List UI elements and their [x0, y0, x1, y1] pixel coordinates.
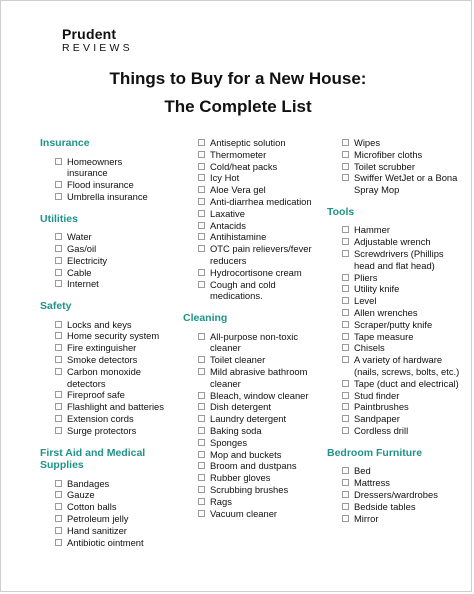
checklist-item	[183, 425, 323, 437]
item-label: Toilet cleaner	[210, 354, 266, 366]
checklist-item	[327, 248, 467, 272]
checkbox-icon[interactable]	[55, 257, 62, 264]
item-label: Fire extinguisher	[67, 342, 137, 354]
item-label: Bed	[354, 465, 371, 477]
checklist	[183, 137, 323, 302]
item-label: Extension cords	[67, 413, 134, 425]
brand-logo	[62, 27, 133, 54]
checklist-item	[327, 477, 467, 489]
checklist-item	[40, 513, 165, 525]
checkbox-icon[interactable]	[55, 491, 62, 498]
item-label: Carbon monoxide detectors	[67, 365, 142, 389]
checklist-item	[183, 243, 323, 267]
checklist	[40, 156, 165, 203]
checklist-item	[183, 449, 323, 461]
item-label: Antacids	[210, 219, 246, 231]
item-label: Bedside tables	[354, 500, 416, 512]
checkbox-icon[interactable]	[198, 415, 205, 422]
checkbox-icon[interactable]	[342, 285, 349, 292]
item-label: Level	[354, 295, 377, 307]
brand-name: Prudent	[62, 26, 117, 42]
checkbox-icon[interactable]	[55, 391, 62, 398]
section-gap	[327, 437, 467, 447]
checkbox-icon[interactable]	[342, 274, 349, 281]
checkbox-icon[interactable]	[55, 515, 62, 522]
checklist-item	[327, 149, 467, 161]
item-label: Rags	[210, 495, 232, 507]
checkbox-icon[interactable]	[55, 356, 62, 363]
checklist-item	[183, 331, 323, 355]
checkbox-icon[interactable]	[55, 245, 62, 252]
section-heading: Cleaning	[183, 312, 228, 325]
checklist-item	[40, 354, 165, 366]
checklist	[40, 319, 165, 437]
item-label: Gauze	[67, 489, 95, 501]
section-heading: First Aid and Medical Supplies	[40, 446, 146, 472]
checklist-item	[183, 413, 323, 425]
checkbox-icon[interactable]	[342, 415, 349, 422]
checkbox-icon[interactable]	[342, 238, 349, 245]
checklist-item	[327, 354, 467, 378]
checklist-item	[40, 537, 165, 549]
item-label: Cable	[67, 266, 92, 278]
checklist-item	[40, 191, 165, 203]
checkbox-icon[interactable]	[342, 392, 349, 399]
checkbox-icon[interactable]	[198, 403, 205, 410]
checkbox-icon[interactable]	[342, 309, 349, 316]
checklist-item	[327, 319, 467, 331]
checkbox-icon[interactable]	[198, 333, 205, 340]
item-label: Vacuum cleaner	[210, 507, 278, 519]
item-label: Flood insurance	[67, 179, 134, 191]
item-label: Microfiber cloths	[354, 148, 423, 160]
item-label: Mattress	[354, 477, 390, 489]
item-label: Hand sanitizer	[67, 524, 127, 536]
item-label: Flashlight and batteries	[67, 401, 164, 413]
checklist-item	[327, 513, 467, 525]
item-label: Internet	[67, 278, 99, 290]
item-label: Wipes	[354, 137, 381, 148]
section-gap	[40, 437, 165, 447]
checkbox-icon[interactable]	[342, 403, 349, 410]
checklist-item	[183, 149, 323, 161]
checkbox-icon[interactable]	[55, 368, 62, 375]
checklist-item	[40, 255, 165, 267]
item-label: Mop and buckets	[210, 448, 282, 460]
checklist-item	[40, 525, 165, 537]
checklist-item	[327, 224, 467, 236]
item-label: Antiseptic solution	[210, 137, 286, 148]
item-label: Utility knife	[354, 283, 400, 295]
checkbox-icon[interactable]	[198, 233, 205, 240]
item-label: Icy Hot	[210, 172, 240, 184]
item-label: Baking soda	[210, 425, 262, 437]
item-label: Gas/oil	[67, 242, 97, 254]
checklist-item	[327, 465, 467, 477]
checkbox-icon[interactable]	[198, 392, 205, 399]
item-label: Chisels	[354, 342, 385, 354]
item-label: Mild abrasive bathroom cleaner	[210, 366, 308, 389]
checklist-item	[327, 236, 467, 248]
checkbox-icon[interactable]	[55, 403, 62, 410]
checkbox-icon[interactable]	[342, 491, 349, 498]
checklist-item	[40, 156, 165, 180]
checkbox-icon[interactable]	[55, 344, 62, 351]
checkbox-icon[interactable]	[198, 462, 205, 469]
checkbox-icon[interactable]	[342, 479, 349, 486]
brand-subtitle: REVIEWS	[62, 42, 133, 54]
item-label: Antihistamine	[210, 231, 267, 243]
checkbox-icon[interactable]	[55, 269, 62, 276]
checkbox-icon[interactable]	[198, 474, 205, 481]
checkbox-icon[interactable]	[198, 139, 205, 146]
item-label: Paintbrushes	[354, 401, 409, 413]
item-label: Anti-diarrhea medication	[210, 195, 312, 207]
checkbox-icon[interactable]	[55, 321, 62, 328]
section-gap	[40, 290, 165, 300]
checkbox-icon[interactable]	[342, 380, 349, 387]
item-label: Cotton balls	[67, 501, 117, 513]
checklist-item	[183, 184, 323, 196]
item-label: Dish detergent	[210, 401, 271, 413]
checkbox-icon[interactable]	[342, 503, 349, 510]
checklist-item	[327, 489, 467, 501]
item-label: Hammer	[354, 224, 390, 236]
item-label: Home security system	[67, 330, 160, 342]
item-label: Cough and cold medications.	[210, 278, 276, 302]
checkbox-icon[interactable]	[198, 281, 205, 288]
checkbox-icon[interactable]	[342, 297, 349, 304]
item-label: Antibiotic ointment	[67, 536, 144, 548]
checkbox-icon[interactable]	[198, 510, 205, 517]
checklist-item	[183, 231, 323, 243]
item-label: Petroleum jelly	[67, 513, 129, 525]
checkbox-icon[interactable]	[198, 198, 205, 205]
item-label: Tape (duct and electrical)	[354, 377, 459, 389]
checkbox-icon[interactable]	[55, 527, 62, 534]
checkbox-icon[interactable]	[55, 503, 62, 510]
checklist-item	[183, 279, 323, 303]
item-label: OTC pain relievers/fever reducers	[210, 243, 312, 266]
item-label: Scraper/putty knife	[354, 318, 433, 330]
checkbox-icon[interactable]	[55, 539, 62, 546]
checklist-item	[327, 161, 467, 173]
checklist-item	[327, 307, 467, 319]
checklist-item	[327, 272, 467, 284]
checklist-item	[183, 366, 323, 390]
checkbox-icon[interactable]	[342, 515, 349, 522]
column-3	[327, 137, 467, 524]
item-label: Sponges	[210, 436, 248, 448]
checklist	[327, 224, 467, 436]
checklist-item	[183, 401, 323, 413]
checklist-item	[183, 220, 323, 232]
checkbox-icon[interactable]	[198, 151, 205, 158]
checkbox-icon[interactable]	[198, 210, 205, 217]
checkbox-icon[interactable]	[198, 186, 205, 193]
checkbox-icon[interactable]	[198, 174, 205, 181]
checklist-item	[40, 319, 165, 331]
section-gap	[40, 203, 165, 213]
section-gap	[327, 196, 467, 206]
item-label: Smoke detectors	[67, 354, 138, 366]
checklist-item	[327, 390, 467, 402]
checklist-item	[183, 437, 323, 449]
checklist-item	[183, 460, 323, 472]
checkbox-icon[interactable]	[342, 427, 349, 434]
checkbox-icon[interactable]	[342, 163, 349, 170]
item-label: Homeowners insurance	[67, 155, 123, 179]
checklist-item	[40, 413, 165, 425]
checkbox-icon[interactable]	[342, 151, 349, 158]
checklist-item	[183, 267, 323, 279]
checklist-item	[40, 401, 165, 413]
checkbox-icon[interactable]	[55, 181, 62, 188]
item-label: Cordless drill	[354, 425, 409, 437]
checklist-item	[327, 413, 467, 425]
checkbox-icon[interactable]	[342, 321, 349, 328]
checklist-item	[183, 172, 323, 184]
checklist-item	[40, 267, 165, 279]
checklist-item	[183, 196, 323, 208]
checklist	[327, 465, 467, 524]
checkbox-icon[interactable]	[198, 498, 205, 505]
checklist-item	[327, 331, 467, 343]
checkbox-icon[interactable]	[342, 139, 349, 146]
checklist-item	[40, 501, 165, 513]
checkbox-icon[interactable]	[342, 226, 349, 233]
checklist-item	[183, 484, 323, 496]
item-label: Laxative	[210, 207, 245, 219]
checkbox-icon[interactable]	[198, 439, 205, 446]
checklist-item	[327, 137, 467, 149]
checklist-item	[40, 243, 165, 255]
checklist-item	[183, 472, 323, 484]
item-label: Hydrocortisone cream	[210, 266, 302, 278]
checklist-item	[183, 208, 323, 220]
checkbox-icon[interactable]	[198, 222, 205, 229]
item-label: Broom and dustpans	[210, 460, 297, 472]
item-label: Mirror	[354, 512, 379, 524]
checklist-item	[327, 172, 467, 196]
checklist-item	[40, 389, 165, 401]
item-label: Sandpaper	[354, 413, 400, 425]
checkbox-icon[interactable]	[55, 158, 62, 165]
checklist-item	[327, 342, 467, 354]
item-label: Scrubbing brushes	[210, 484, 289, 496]
checklist-item	[183, 390, 323, 402]
checklist-item	[40, 342, 165, 354]
item-label: All-purpose non-toxic cleaner	[210, 330, 299, 354]
checklist-item	[327, 401, 467, 413]
checklist-item	[327, 425, 467, 437]
checklist-item	[327, 295, 467, 307]
checklist-item	[40, 231, 165, 243]
checklist-item	[40, 179, 165, 191]
item-label: Toilet scrubber	[354, 160, 415, 172]
checkbox-icon[interactable]	[198, 163, 205, 170]
item-label: Aloe Vera gel	[210, 184, 266, 196]
item-label: Dressers/wardrobes	[354, 488, 438, 500]
checklist-item	[183, 137, 323, 149]
section-gap	[183, 302, 323, 312]
checkbox-icon[interactable]	[55, 415, 62, 422]
checklist-item	[183, 496, 323, 508]
item-label: Fireproof safe	[67, 389, 125, 401]
item-label: Rubber gloves	[210, 472, 271, 484]
checkbox-icon[interactable]	[198, 269, 205, 276]
checklist	[40, 231, 165, 290]
checklist-item	[327, 378, 467, 390]
checklist	[40, 478, 165, 549]
page-subtitle: The Complete List	[164, 97, 312, 116]
checkbox-icon[interactable]	[55, 233, 62, 240]
item-label: Laundry detergent	[210, 413, 287, 425]
item-label: Bleach, window cleaner	[210, 389, 309, 401]
checkbox-icon[interactable]	[198, 356, 205, 363]
checklist-item	[327, 283, 467, 295]
item-label: Screwdrivers (Phillips head and flat head)	[354, 248, 444, 271]
checklist-item	[40, 330, 165, 342]
checkbox-icon[interactable]	[198, 451, 205, 458]
section-heading: Insurance	[40, 137, 90, 149]
page-title: Things to Buy for a New House:	[109, 69, 367, 88]
checklist-item	[327, 501, 467, 513]
item-label: Locks and keys	[67, 318, 132, 330]
checkbox-icon[interactable]	[55, 480, 62, 487]
checkbox-icon[interactable]	[342, 174, 349, 181]
section-heading: Bedroom Furniture	[327, 446, 423, 459]
item-label: Allen wrenches	[354, 307, 418, 319]
item-label: Water	[67, 231, 92, 243]
item-label: Umbrella insurance	[67, 190, 148, 202]
checklist	[327, 137, 467, 196]
checklist-item	[183, 508, 323, 520]
checklist-item	[183, 354, 323, 366]
checkbox-icon[interactable]	[342, 356, 349, 363]
checkbox-icon[interactable]	[198, 486, 205, 493]
checklist	[183, 331, 323, 520]
checklist-item	[40, 425, 165, 437]
section-heading: Tools	[327, 205, 355, 218]
checkbox-icon[interactable]	[55, 193, 62, 200]
checkbox-icon[interactable]	[342, 250, 349, 257]
checkbox-icon[interactable]	[55, 427, 62, 434]
checklist-item	[40, 278, 165, 290]
item-label: Pliers	[354, 271, 378, 283]
column-2	[183, 137, 323, 519]
checkbox-icon[interactable]	[55, 332, 62, 339]
item-label: Surge protectors	[67, 424, 137, 436]
item-label: Stud finder	[354, 389, 400, 401]
checkbox-icon[interactable]	[342, 333, 349, 340]
item-label: A variety of hardware (nails, screws, bolts, etc.)	[354, 354, 460, 378]
item-label: Thermometer	[210, 148, 267, 160]
item-label: Tape measure	[354, 330, 414, 342]
checklist-item	[40, 478, 165, 490]
checklist-item	[40, 366, 165, 390]
section-heading: Safety	[40, 300, 72, 313]
checkbox-icon[interactable]	[198, 368, 205, 375]
checkbox-icon[interactable]	[342, 467, 349, 474]
item-label: Swiffer WetJet or a Bona Spray Mop	[354, 172, 458, 196]
checkbox-icon[interactable]	[198, 245, 205, 252]
item-label: Bandages	[67, 477, 110, 489]
checkbox-icon[interactable]	[342, 344, 349, 351]
item-label: Adjustable wrench	[354, 236, 431, 248]
checkbox-icon[interactable]	[55, 280, 62, 287]
item-label: Cold/heat packs	[210, 160, 278, 172]
column-1	[40, 137, 165, 548]
checkbox-icon[interactable]	[198, 427, 205, 434]
section-heading: Utilities	[40, 212, 78, 225]
checklist-item	[183, 161, 323, 173]
item-label: Electricity	[67, 254, 108, 266]
checklist-item	[40, 489, 165, 501]
